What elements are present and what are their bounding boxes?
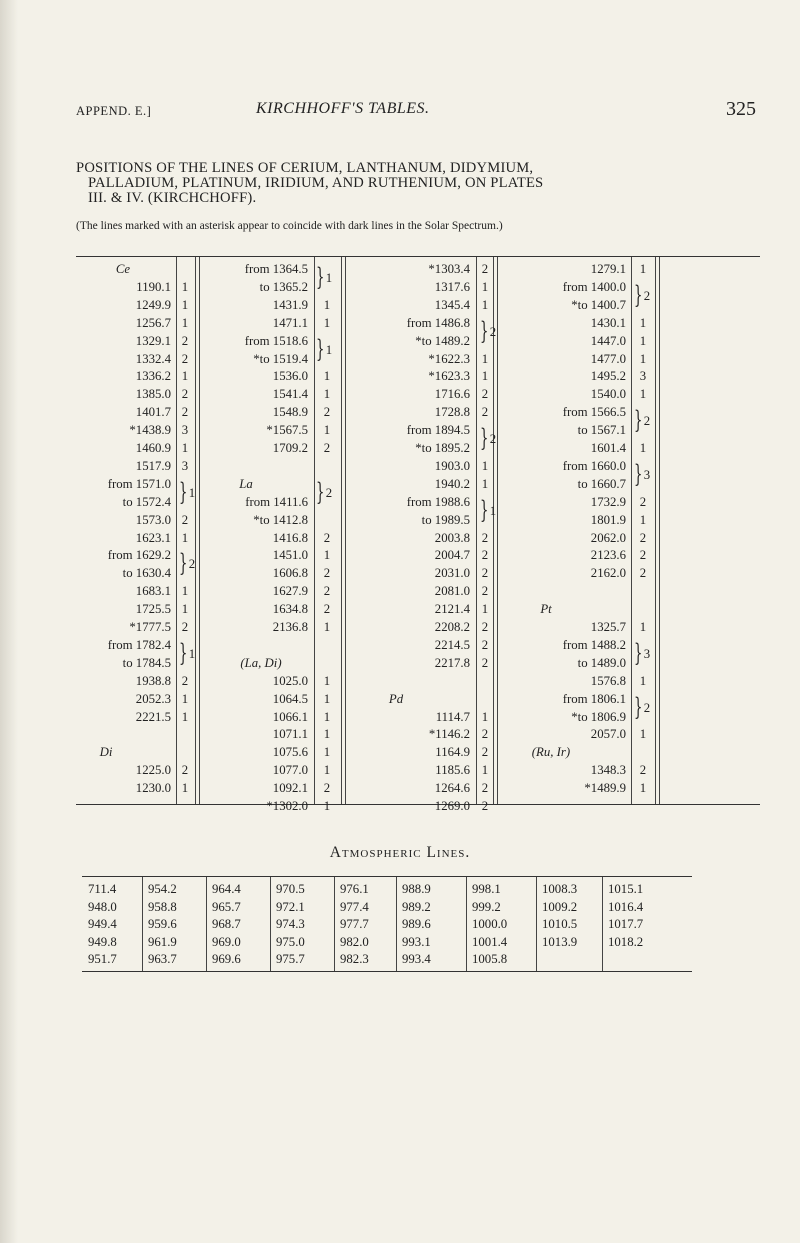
wavelength-value: *1438.9 — [129, 423, 171, 438]
atmospheric-line-value: 998.1 — [472, 882, 501, 896]
intensity-value: 2 — [481, 655, 489, 670]
wavelength-value: 1573.0 — [135, 512, 171, 527]
brace-icon: } — [480, 495, 489, 524]
brace-icon: } — [634, 459, 643, 488]
wavelength-value: 1541.4 — [272, 387, 308, 402]
intensity-value: 1 — [181, 441, 189, 455]
brace-icon: } — [179, 477, 188, 506]
wavelength-value: 1709.2 — [272, 441, 308, 455]
wavelength-value: 2052.3 — [135, 691, 171, 706]
intensity-value: 1 — [181, 691, 189, 706]
wavelength-value: 2031.0 — [434, 566, 470, 581]
intensity-value: 1 — [323, 315, 331, 330]
wavelength-value: 2057.0 — [590, 727, 626, 742]
wavelength-value: 1075.6 — [272, 745, 308, 760]
wavelength-value: 1185.6 — [435, 763, 470, 778]
wavelength-value: from 1571.0 — [107, 476, 171, 491]
column-rule — [206, 877, 207, 971]
wavelength-value: 1606.8 — [272, 566, 308, 581]
intensity-value: 1 — [481, 763, 489, 778]
intensity-value: 1 — [181, 602, 189, 617]
intensity-value: 2 — [481, 530, 489, 545]
wavelength-value: 1471.1 — [272, 315, 308, 330]
column-rule-double — [655, 257, 660, 804]
intensity-value: 2 — [639, 548, 647, 563]
wavelength-value: 1576.8 — [590, 673, 626, 688]
atmospheric-line-value: 975.0 — [276, 934, 305, 949]
wavelength-value: 1329.1 — [135, 333, 171, 348]
running-head-left: APPEND. E.] — [76, 104, 152, 118]
column-rule — [536, 877, 537, 971]
wavelength-value: 1623.1 — [135, 530, 171, 545]
intensity-value: 1 — [181, 279, 189, 294]
wavelength-value: to 1365.2 — [259, 279, 308, 294]
wavelength-value: *1302.0 — [266, 799, 308, 813]
intensity-value: 2 — [639, 566, 647, 581]
wavelength-value: *1489.9 — [584, 781, 626, 796]
intensity-value: 2 — [181, 351, 189, 366]
wavelength-value: 1801.9 — [590, 512, 626, 527]
wavelength-value: from 1660.0 — [562, 458, 626, 473]
intensity-value: 1 — [181, 369, 189, 384]
intensity-value: 2 — [481, 781, 489, 796]
atmospheric-line-value: 959.6 — [148, 917, 177, 931]
atmospheric-line-value: 965.7 — [212, 899, 241, 914]
intensity-value: 2 — [639, 494, 647, 509]
intensity-value: 2 — [489, 432, 497, 447]
atmospheric-line-value: 949.8 — [88, 934, 117, 949]
intensity-value: 2 — [481, 745, 489, 760]
intensity-value: 1 — [639, 781, 647, 796]
wavelength-value: 1431.9 — [272, 297, 308, 312]
intensity-value: 2 — [323, 530, 331, 545]
column-rule — [142, 877, 143, 971]
intensity-value: 1 — [323, 691, 331, 706]
running-head — [76, 98, 756, 124]
intensity-value: 2 — [181, 512, 189, 527]
atmospheric-line-value: 988.9 — [402, 882, 431, 896]
wavelength-value: *to 1806.9 — [571, 709, 626, 724]
column-rule — [476, 257, 477, 804]
intensity-value: 2 — [323, 584, 331, 599]
wavelength-value: 1451.0 — [272, 548, 308, 563]
column-rule — [314, 257, 315, 804]
wavelength-value: 1634.8 — [272, 602, 308, 617]
intensity-value: 1 — [481, 476, 489, 491]
intensity-value: 1 — [481, 279, 489, 294]
column-rule — [176, 257, 177, 804]
brace-icon: } — [480, 424, 489, 453]
wavelength-value: 1114.7 — [435, 709, 470, 724]
wavelength-value: 1071.1 — [272, 727, 308, 742]
brace-icon: } — [179, 638, 188, 667]
wavelength-value: 1230.0 — [135, 781, 171, 796]
atmospheric-line-value: 977.4 — [340, 899, 369, 914]
wavelength-value: 1164.9 — [435, 745, 470, 760]
intensity-value: 1 — [323, 745, 331, 760]
wavelength-value: from 1488.2 — [562, 637, 626, 652]
element-heading-ru-ir: (Ru, Ir) — [531, 745, 571, 760]
atmospheric-line-value: 1017.7 — [608, 917, 644, 931]
intensity-value: 2 — [181, 405, 189, 420]
wavelength-value: 2208.2 — [434, 620, 470, 634]
intensity-value: 1 — [481, 709, 489, 724]
wavelength-value: *to 1400.7 — [571, 297, 626, 312]
wavelength-value: *1567.5 — [266, 423, 308, 438]
atmospheric-line-value: 993.1 — [402, 934, 431, 949]
intensity-value: 2 — [481, 620, 489, 634]
wavelength-value: to 1567.1 — [577, 423, 626, 438]
atmospheric-line-value: 958.8 — [148, 899, 177, 914]
intensity-value: 1 — [481, 458, 489, 473]
wavelength-value: 1725.5 — [135, 602, 171, 617]
atmospheric-line-value: 964.4 — [212, 882, 241, 896]
atmospheric-line-value: 1008.3 — [542, 882, 578, 896]
intensity-value: 1 — [489, 503, 497, 518]
wavelength-value: from 1629.2 — [107, 548, 171, 563]
atmospheric-line-value: 977.7 — [340, 917, 369, 931]
intensity-value: 1 — [323, 548, 331, 563]
wavelength-value: from 1400.0 — [562, 279, 626, 294]
intensity-value: 2 — [323, 441, 331, 455]
intensity-value: 2 — [481, 637, 489, 652]
intensity-value: 3 — [181, 423, 189, 438]
intensity-value: 2 — [323, 602, 331, 617]
atmospheric-line-value: 974.3 — [276, 917, 305, 931]
intensity-value: 1 — [323, 620, 331, 634]
intensity-value: 1 — [639, 512, 647, 527]
wavelength-value: *to 1519.4 — [253, 351, 308, 366]
wavelength-value: 1683.1 — [135, 584, 171, 599]
wavelength-value: to 1630.4 — [122, 566, 171, 581]
wavelength-value: 1447.0 — [590, 333, 626, 348]
atmospheric-line-value: 961.9 — [148, 934, 177, 949]
wavelength-value: to 1784.5 — [122, 655, 171, 670]
intensity-value: 1 — [639, 387, 647, 402]
intensity-value: 1 — [639, 333, 647, 348]
atmospheric-line-value: 975.7 — [276, 952, 305, 966]
intensity-value: 2 — [181, 763, 189, 778]
intensity-value: 2 — [481, 387, 489, 402]
intensity-value: 1 — [481, 297, 489, 312]
wavelength-value: 1264.6 — [434, 781, 470, 796]
wavelength-value: 1460.9 — [135, 441, 171, 455]
intensity-value: 1 — [188, 485, 196, 500]
wavelength-value: 2214.5 — [434, 637, 470, 652]
brace-icon: } — [480, 316, 489, 345]
intensity-value: 1 — [639, 441, 647, 455]
intensity-value: 1 — [639, 620, 647, 634]
intensity-value: 1 — [639, 315, 647, 330]
table-subtitle: (The lines marked with an asterisk appear to coincide with dark lines in the Solar Spectrum.) — [76, 220, 503, 232]
running-head-title: KIRCHHOFF'S TABLES. — [256, 100, 430, 117]
wavelength-value: 2121.4 — [434, 602, 470, 617]
intensity-value: 3 — [639, 369, 647, 384]
intensity-value: 2 — [481, 799, 489, 813]
atmospheric-line-value: 989.2 — [402, 899, 431, 914]
wavelength-value: 1269.0 — [434, 799, 470, 813]
column-rule — [631, 257, 632, 804]
intensity-value: 2 — [323, 781, 331, 796]
wavelength-value: 1092.1 — [272, 781, 308, 796]
wavelength-value: 1066.1 — [272, 709, 308, 724]
wavelength-value: from 1518.6 — [244, 333, 308, 348]
wavelength-value: from 1988.6 — [406, 494, 470, 509]
element-heading-la: La — [239, 476, 253, 491]
intensity-value: 2 — [481, 262, 489, 276]
brace-icon: } — [634, 692, 643, 721]
atmospheric-line-value: 970.5 — [276, 882, 305, 896]
wavelength-value: *1623.3 — [428, 369, 470, 384]
brace-icon: } — [634, 406, 643, 435]
wavelength-value: 1325.7 — [590, 620, 626, 634]
wavelength-value: from 1894.5 — [406, 423, 470, 438]
intensity-value: 2 — [643, 700, 651, 715]
intensity-value: 2 — [643, 288, 651, 303]
atmospheric-line-value: 969.6 — [212, 952, 241, 966]
intensity-value: 1 — [323, 369, 331, 384]
wavelength-value: from 1782.4 — [107, 637, 171, 652]
wavelength-value: from 1364.5 — [244, 262, 308, 276]
intensity-value: 1 — [323, 673, 331, 688]
intensity-value: 1 — [323, 799, 331, 813]
intensity-value: 2 — [181, 387, 189, 402]
wavelength-value: *to 1489.2 — [415, 333, 470, 348]
atmospheric-line-value: 1000.0 — [472, 917, 508, 931]
atmospheric-line-value: 1009.2 — [542, 899, 578, 914]
wavelength-value: from 1486.8 — [406, 315, 470, 330]
atmospheric-line-value: 1013.9 — [542, 934, 578, 949]
intensity-value: 3 — [181, 458, 189, 473]
title-line: III. & IV. (KIRCHCHOFF). — [88, 190, 257, 206]
column-rule — [334, 877, 335, 971]
intensity-value: 2 — [323, 566, 331, 581]
atmospheric-line-value: 999.2 — [472, 899, 501, 914]
wavelength-value: *1303.4 — [428, 262, 470, 276]
wavelength-value: 2004.7 — [434, 548, 470, 563]
column-rule — [270, 877, 271, 971]
wavelength-value: 1732.9 — [590, 494, 626, 509]
intensity-value: 1 — [639, 351, 647, 366]
intensity-value: 2 — [643, 414, 651, 429]
atmospheric-line-value: 989.6 — [402, 917, 431, 931]
wavelength-value: *1622.3 — [428, 351, 470, 366]
intensity-value: 1 — [325, 342, 333, 357]
wavelength-value: 2217.8 — [434, 655, 470, 670]
column-rule — [466, 877, 467, 971]
element-heading-di: Di — [99, 745, 113, 760]
title-line: POSITIONS OF THE LINES OF CERIUM, LANTHANUM, DIDYMIUM, — [76, 160, 534, 176]
intensity-value: 2 — [481, 584, 489, 599]
wavelength-value: to 1572.4 — [122, 494, 171, 509]
wavelength-value: 1728.8 — [434, 405, 470, 420]
brace-icon: } — [316, 334, 325, 363]
intensity-value: 2 — [323, 405, 331, 420]
intensity-value: 1 — [323, 709, 331, 724]
atmospheric-line-value: 993.4 — [402, 952, 431, 966]
intensity-value: 2 — [481, 566, 489, 581]
wavelength-value: 1064.5 — [272, 691, 308, 706]
wavelength-value: 1025.0 — [272, 673, 308, 688]
intensity-value: 1 — [323, 763, 331, 778]
atmospheric-line-value: 951.7 — [88, 952, 117, 966]
wavelength-value: 1601.4 — [590, 441, 626, 455]
intensity-value: 3 — [643, 467, 651, 482]
intensity-value: 1 — [181, 315, 189, 330]
brace-icon: } — [179, 549, 188, 578]
intensity-value: 1 — [188, 646, 196, 661]
intensity-value: 1 — [181, 530, 189, 545]
wavelength-value: 2062.0 — [590, 530, 626, 545]
atmospheric-line-value: 1015.1 — [608, 882, 644, 896]
wavelength-value: 1077.0 — [272, 763, 308, 778]
wavelength-value: *to 1895.2 — [415, 441, 470, 455]
intensity-value: 2 — [481, 405, 489, 420]
wavelength-value: 1225.0 — [135, 763, 171, 778]
wavelength-value: to 1989.5 — [421, 512, 470, 527]
intensity-value: 2 — [181, 620, 189, 634]
wavelength-value: to 1660.7 — [577, 476, 626, 491]
intensity-value: 1 — [481, 369, 489, 384]
wavelength-value: 1385.0 — [135, 387, 171, 402]
wavelength-value: 1716.6 — [434, 387, 470, 402]
element-heading-pt: Pt — [540, 602, 552, 617]
wavelength-value: from 1411.6 — [245, 494, 308, 509]
wavelength-value: from 1806.1 — [562, 691, 626, 706]
wavelength-value: *1777.5 — [129, 620, 171, 634]
spectral-lines-table — [76, 256, 760, 813]
intensity-value: 3 — [643, 646, 651, 661]
wavelength-value: 1938.8 — [135, 673, 171, 688]
wavelength-value: 1249.9 — [135, 297, 171, 312]
wavelength-value: 1536.0 — [272, 369, 308, 384]
atmospheric-line-value: 949.4 — [88, 917, 117, 931]
atmospheric-line-value: 954.2 — [148, 882, 177, 896]
column-rule — [602, 877, 603, 971]
wavelength-value: 2081.0 — [434, 584, 470, 599]
intensity-value: 2 — [181, 673, 189, 688]
wavelength-value: 1336.2 — [135, 369, 171, 384]
atmospheric-line-value: 1005.8 — [472, 952, 508, 966]
wavelength-value: from 1566.5 — [562, 405, 626, 420]
wavelength-value: 1332.4 — [135, 351, 171, 366]
atmospheric-line-value: 982.0 — [340, 934, 369, 949]
wavelength-value: 1495.2 — [590, 369, 626, 384]
intensity-value: 2 — [481, 727, 489, 742]
wavelength-value: 1627.9 — [272, 584, 308, 599]
element-heading-pd: Pd — [388, 691, 404, 706]
wavelength-value: 2003.8 — [434, 530, 470, 545]
wavelength-value: 1401.7 — [135, 405, 171, 420]
wavelength-value: 1517.9 — [135, 458, 171, 473]
intensity-value: 2 — [181, 333, 189, 348]
intensity-value: 1 — [323, 297, 331, 312]
title-line: PALLADIUM, PLATINUM, IRIDIUM, AND RUTHENIUM, ON PLATES — [88, 175, 544, 191]
atmospheric-line-value: 968.7 — [212, 917, 241, 931]
atmospheric-line-value: 1010.5 — [542, 917, 578, 931]
intensity-value: 1 — [181, 781, 189, 796]
atmospheric-lines-heading: Atmospheric Lines. — [329, 844, 471, 861]
atmospheric-line-value: 963.7 — [148, 952, 177, 966]
wavelength-value: 2221.5 — [135, 709, 171, 724]
intensity-value: 1 — [181, 297, 189, 312]
intensity-value: 2 — [639, 530, 647, 545]
wavelength-value: 1540.0 — [590, 387, 626, 402]
intensity-value: 2 — [188, 557, 196, 572]
atmospheric-line-value: 976.1 — [340, 882, 369, 896]
intensity-value: 1 — [323, 727, 331, 742]
brace-icon: } — [634, 280, 643, 309]
element-heading-ce: Ce — [115, 262, 131, 276]
atmospheric-line-value: 1016.4 — [608, 899, 644, 914]
intensity-value: 1 — [481, 602, 489, 617]
wavelength-value: 2136.8 — [272, 620, 308, 634]
intensity-value: 1 — [181, 709, 189, 724]
wavelength-value: 1190.1 — [136, 279, 171, 294]
wavelength-value: 1477.0 — [590, 351, 626, 366]
wavelength-value: 1903.0 — [434, 458, 470, 473]
wavelength-value: *1146.2 — [428, 727, 470, 742]
atmospheric-line-value: 969.0 — [212, 934, 241, 949]
intensity-value: 1 — [639, 673, 647, 688]
intensity-value: 1 — [481, 351, 489, 366]
wavelength-value: 1548.9 — [272, 405, 308, 420]
element-heading-la-di: (La, Di) — [240, 655, 282, 670]
intensity-value: 1 — [325, 271, 333, 285]
wavelength-value: to 1489.0 — [577, 655, 626, 670]
atmospheric-lines-table — [82, 876, 692, 972]
atmospheric-line-value: 982.3 — [340, 952, 369, 966]
intensity-value: 1 — [323, 387, 331, 402]
wavelength-value: 1940.2 — [434, 476, 470, 491]
column-rule — [396, 877, 397, 971]
brace-icon: } — [316, 477, 325, 506]
wavelength-value: 1279.1 — [590, 262, 626, 276]
intensity-value: 1 — [639, 262, 647, 276]
atmospheric-line-value: 1001.4 — [472, 934, 508, 949]
wavelength-value: 1317.6 — [434, 279, 470, 294]
intensity-value: 2 — [481, 548, 489, 563]
intensity-value: 2 — [489, 324, 497, 339]
atmospheric-line-value: 1018.2 — [608, 934, 644, 949]
wavelength-value: 1348.3 — [590, 763, 626, 778]
wavelength-value: 2123.6 — [590, 548, 626, 563]
atmospheric-line-value: 948.0 — [88, 899, 117, 914]
page-gutter-shadow — [0, 0, 18, 1243]
wavelength-value: 1256.7 — [135, 315, 171, 330]
table-title — [76, 161, 758, 206]
wavelength-value: 1416.8 — [272, 530, 308, 545]
wavelength-value: 1345.4 — [434, 297, 470, 312]
intensity-value: 1 — [323, 423, 331, 438]
intensity-value: 1 — [181, 584, 189, 599]
intensity-value: 2 — [639, 763, 647, 778]
intensity-value: 2 — [325, 485, 333, 500]
wavelength-value: *to 1412.8 — [253, 512, 308, 527]
wavelength-value: 2162.0 — [590, 566, 626, 581]
brace-icon: } — [316, 263, 325, 291]
brace-icon: } — [634, 638, 643, 667]
wavelength-value: 1430.1 — [590, 315, 626, 330]
page-number: 325 — [726, 98, 756, 120]
atmospheric-line-value: 711.4 — [88, 882, 117, 896]
atmospheric-line-value: 972.1 — [276, 899, 305, 914]
intensity-value: 1 — [639, 727, 647, 742]
